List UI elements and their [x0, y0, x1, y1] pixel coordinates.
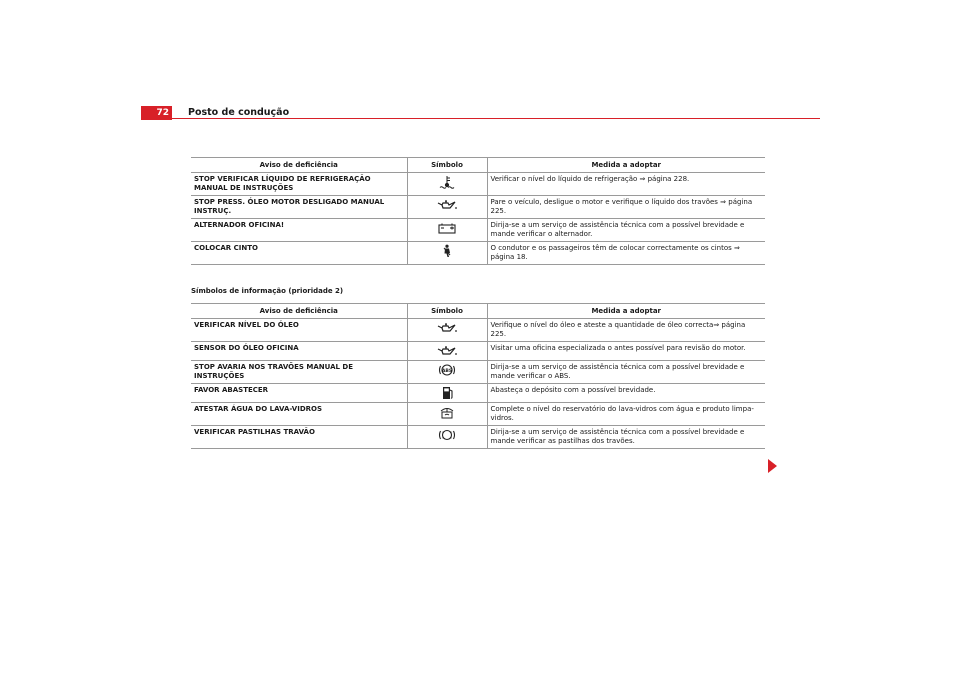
brake-pads-icon: [436, 428, 458, 442]
table-row: [191, 242, 765, 265]
column-header: Símbolo: [407, 304, 487, 319]
warnings-table-priority-2: [191, 303, 765, 449]
seatbelt-icon: [436, 244, 458, 258]
battery-icon: [436, 221, 458, 235]
table-row: [191, 384, 765, 403]
svg-text:ABS: ABS: [441, 369, 453, 374]
table-header-row: [191, 158, 765, 173]
table-row: [191, 319, 765, 342]
column-header: Símbolo: [407, 158, 487, 173]
table-header-row: [191, 304, 765, 319]
warning-text: STOP VERIFICAR LÍQUIDO DE REFRIGERAÇÃO MANUAL DE INSTRUÇÕES: [191, 173, 407, 196]
table-row: [191, 361, 765, 384]
action-text: Abasteça o depósito com a possível brevidade.: [487, 384, 765, 403]
warning-text: VERIFICAR NÍVEL DO ÓLEO: [191, 319, 407, 342]
table-row: [191, 342, 765, 361]
action-text: Dirija-se a um serviço de assistência técnica com a possível brevidade e mande verificar o ABS.: [487, 361, 765, 384]
table-row: [191, 403, 765, 426]
action-text: Verificar o nível do líquido de refrigeração ⇒ página 228.: [487, 173, 765, 196]
warning-text: SENSOR DO ÓLEO OFICINA: [191, 342, 407, 361]
action-text: Dirija-se a um serviço de assistência técnica com a possível brevidade e mande verificar o alternador.: [487, 219, 765, 242]
table-row: [191, 173, 765, 196]
warning-text: STOP AVARIA NOS TRAVÕES MANUAL DE INSTRUÇÕES: [191, 361, 407, 384]
oil-can-icon: [436, 344, 458, 358]
action-text: Complete o nível do reservatório do lava-vidros com água e produto limpa-vidros.: [487, 403, 765, 426]
warning-text: FAVOR ABASTECER: [191, 384, 407, 403]
warning-text: STOP PRESS. ÓLEO MOTOR DESLIGADO MANUAL INSTRUÇ.: [191, 196, 407, 219]
column-header: Aviso de deficiência: [191, 158, 407, 173]
abs-icon: [436, 363, 458, 377]
column-header: Medida a adoptar: [487, 304, 765, 319]
warning-text: ATESTAR ÁGUA DO LAVA-VIDROS: [191, 403, 407, 426]
warning-text: ALTERNADOR OFICINA!: [191, 219, 407, 242]
fuel-pump-icon: [436, 386, 458, 400]
column-header: Aviso de deficiência: [191, 304, 407, 319]
section-title: Símbolos de informação (prioridade 2): [191, 287, 344, 295]
washer-fluid-icon: [436, 405, 458, 419]
oil-can-icon: [436, 198, 458, 212]
warning-text: VERIFICAR PASTILHAS TRAVÃO: [191, 426, 407, 449]
table-row: [191, 219, 765, 242]
warning-text: COLOCAR CINTO: [191, 242, 407, 265]
action-text: Pare o veículo, desligue o motor e verifique o líquido dos travões ⇒ página 225.: [487, 196, 765, 219]
action-text: Dirija-se a um serviço de assistência técnica com a possível brevidade e mande verificar as pastilhas dos travões.: [487, 426, 765, 449]
table-row: [191, 196, 765, 219]
warnings-table-priority-1: [191, 157, 765, 265]
action-text: Verifique o nível do óleo e ateste a quantidade de óleo correcta⇒ página 225.: [487, 319, 765, 342]
action-text: Visitar uma oficina especializada o antes possível para revisão do motor.: [487, 342, 765, 361]
oil-can-icon: [436, 321, 458, 335]
page-title: Posto de condução: [188, 107, 290, 118]
coolant-temperature-icon: [436, 175, 458, 189]
table-row: [191, 426, 765, 449]
header-rule: [172, 118, 820, 119]
action-text: O condutor e os passageiros têm de colocar correctamente os cintos ⇒ página 18.: [487, 242, 765, 265]
page-number: 72: [141, 106, 172, 120]
next-page-arrow-icon: [768, 459, 777, 473]
column-header: Medida a adoptar: [487, 158, 765, 173]
